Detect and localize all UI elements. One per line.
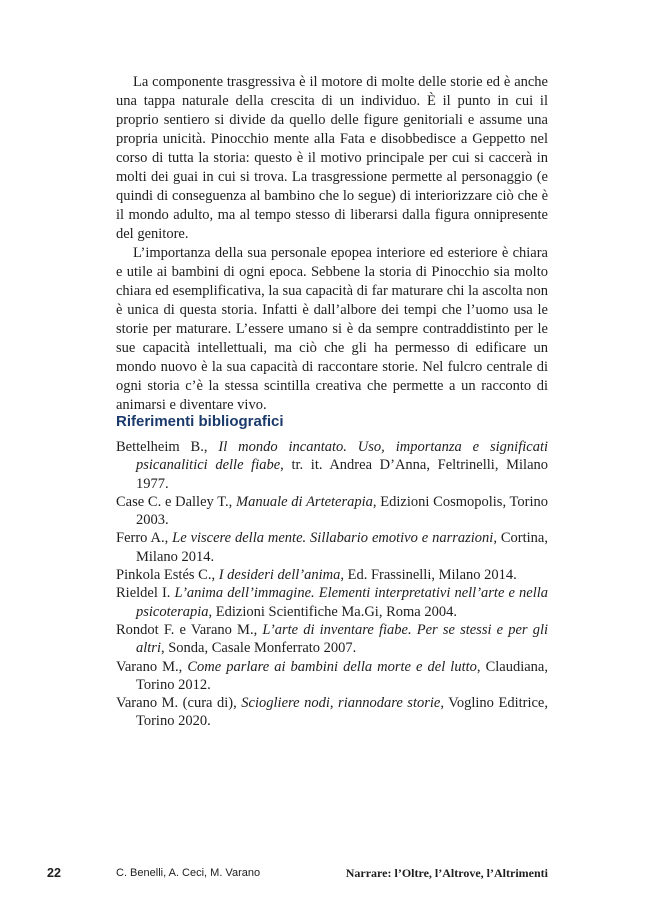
reference-title: L’arte di inventare fiabe. Per se stessi e per gli altri (136, 621, 548, 657)
reference-title: Il mondo incantato. Uso, importanza e significati psicanalitici delle fiabe (136, 439, 548, 474)
reference-details: , Claudiana, Torino 2012. (136, 658, 548, 693)
reference-author: Varano M., (116, 658, 188, 675)
reference-item (116, 658, 548, 695)
reference-item (116, 621, 548, 658)
reference-author: Rieldel I. (116, 585, 175, 602)
reference-author: Varano M. (cura di), (116, 695, 242, 712)
reference-item (116, 694, 548, 731)
reference-title: Manuale di Arteterapia (236, 493, 373, 510)
reference-author: Pinkola Estés C., (116, 567, 219, 584)
reference-title: I desideri dell’anima (218, 567, 341, 584)
reference-author: Ferro A., (116, 530, 173, 547)
reference-item (116, 493, 548, 530)
reference-author: Bettelheim B., (116, 439, 219, 455)
reference-item (116, 566, 548, 584)
reference-details: , tr. it. Andrea D’Anna, Feltrinelli, Milano 1977. (136, 457, 548, 492)
reference-item (116, 529, 548, 566)
references-list (116, 438, 548, 731)
reference-details: , Sonda, Casale Monferrato 2007. (160, 640, 357, 657)
reference-title: Le viscere della mente. Sillabario emotivo e narrazioni (172, 530, 494, 547)
reference-author: Rondot F. e Varano M., (116, 621, 263, 638)
reference-details: , Voglino Editrice, Torino 2020. (136, 695, 548, 730)
paragraph: L’importanza della sua personale epopea interiore ed esteriore è chiara e utile ai bambini di ogni epoca. Sebbene la storia di Pinocchio sia molto chiara ed esemplificativa, la sua capacità di far maturare chi la ascolta non è unica di questa storia. Infatti è dall’albore dei tempi che l’uomo usa le storie per maturare. L’essere umano si è da sempre contraddistinto per le sue capacità intellettuali, ma ciò che gli ha permesso di edificare un mondo nuovo è la sua capacità di raccontare storie. Nel fulcro centrale di ogni storia c’è la stessa scintilla creativa che permette a un racconto di animarsi e diventare vivo. (116, 245, 548, 413)
footer-book-title: Narrare: l’Oltre, l’Altrove, l’Altrimenti (345, 866, 548, 880)
reference-title: Sciogliere nodi, riannodare storie (241, 695, 441, 712)
reference-title: Come parlare ai bambini della morte e del lutto (187, 658, 477, 675)
reference-details: , Edizioni Cosmopolis, Torino 2003. (136, 493, 548, 529)
page-footer (0, 866, 650, 886)
page-number: 22 (47, 866, 61, 880)
main-text (116, 73, 548, 415)
paragraph: La componente trasgressiva è il motore di molte delle storie ed è anche una tappa naturale della crescita di un individuo. È il punto in cui il proprio sentiero si divide da quello delle figure genitoriali e assume una propria unicità. Pinocchio mente alla Fata e disobbedisce a Geppetto nel corso di tutta la storia: questo è il motivo principale per cui si caccerà in molti dei guai in cui si trova. La trasgressione permette al personaggio (e quindi di conseguenza al bambino che lo segue) di interiorizzare ciò che è il mondo adulto, ma al tempo stesso di liberarsi dalla figura onnipresente del genitore. (116, 74, 548, 242)
reference-item (116, 584, 548, 621)
references-heading: Riferimenti bibliografici (116, 413, 284, 430)
reference-title: L’anima dell’immagine. Elementi interpretativi nell’arte e nella psicoterapia (136, 585, 549, 620)
footer-authors: C. Benelli, A. Ceci, M. Varano (116, 867, 261, 879)
reference-author: Case C. e Dalley T., (116, 493, 237, 510)
reference-item (116, 438, 548, 493)
reference-details: , Cortina, Milano 2014. (136, 530, 548, 565)
reference-details: , Ed. Frassinelli, Milano 2014. (340, 567, 517, 584)
reference-details: , Edizioni Scientifiche Ma.Gi, Roma 2004. (208, 603, 457, 620)
